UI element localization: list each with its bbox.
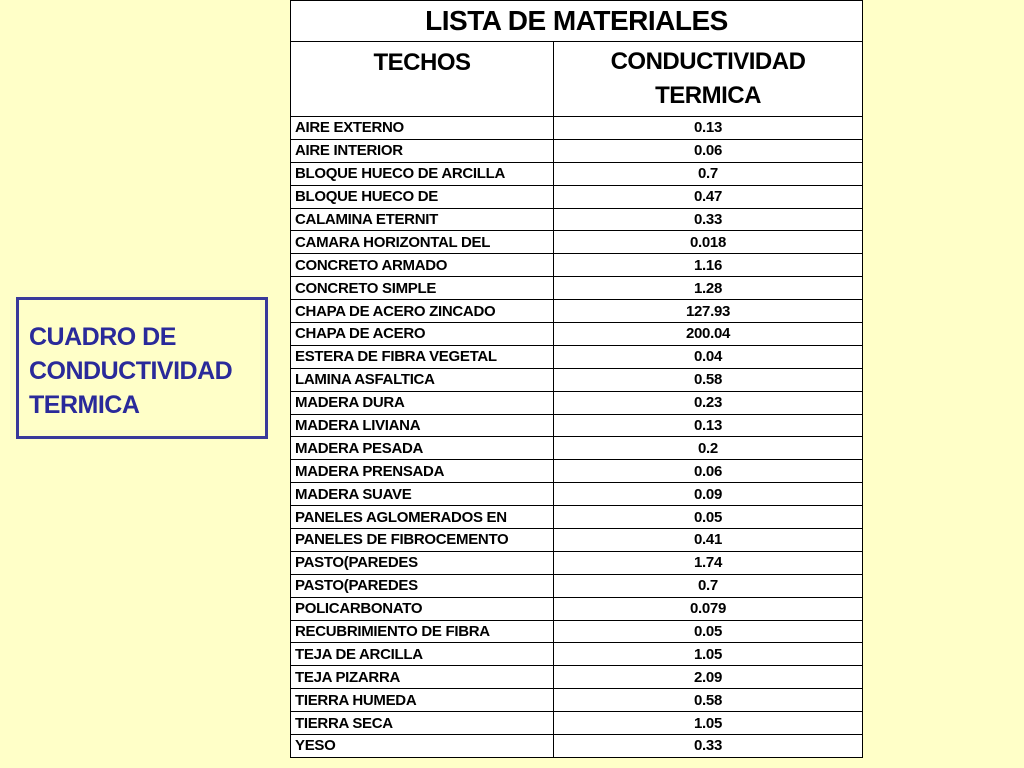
- conductivity-value-cell: 1.05: [554, 643, 863, 666]
- table-body: [291, 117, 863, 758]
- material-name-cell: PANELES DE FIBROCEMENTO: [291, 529, 554, 552]
- material-name-cell: POLICARBONATO: [291, 597, 554, 620]
- table-row: [291, 391, 863, 414]
- material-name-cell: MADERA DURA: [291, 391, 554, 414]
- conductivity-value-cell: 0.079: [554, 597, 863, 620]
- conductivity-value-cell: 0.47: [554, 185, 863, 208]
- conductivity-value-cell: 0.33: [554, 208, 863, 231]
- column-header-techos: TECHOS: [291, 42, 554, 117]
- conductivity-value-cell: 0.09: [554, 483, 863, 506]
- conductivity-value-cell: 1.28: [554, 277, 863, 300]
- table-row: [291, 162, 863, 185]
- table-row: [291, 208, 863, 231]
- table-row: [291, 185, 863, 208]
- table-row: [291, 529, 863, 552]
- conductivity-value-cell: 1.74: [554, 551, 863, 574]
- material-name-cell: PASTO(PAREDES: [291, 574, 554, 597]
- table-row: [291, 323, 863, 346]
- table-row: [291, 551, 863, 574]
- material-name-cell: PASTO(PAREDES: [291, 551, 554, 574]
- materials-table: [290, 0, 863, 758]
- conductivity-value-cell: 1.05: [554, 712, 863, 735]
- conductivity-value-cell: 0.58: [554, 689, 863, 712]
- table-row: [291, 254, 863, 277]
- table-row: [291, 506, 863, 529]
- conductivity-value-cell: 2.09: [554, 666, 863, 689]
- table-row: [291, 597, 863, 620]
- conductivity-value-cell: 0.018: [554, 231, 863, 254]
- material-name-cell: TIERRA HUMEDA: [291, 689, 554, 712]
- table-row: [291, 620, 863, 643]
- column-header-conductivity-line2: TERMICA: [655, 82, 761, 109]
- conductivity-value-cell: 0.06: [554, 139, 863, 162]
- table-row: [291, 437, 863, 460]
- material-name-cell: TIERRA SECA: [291, 712, 554, 735]
- material-name-cell: PANELES AGLOMERADOS EN: [291, 506, 554, 529]
- column-header-conductivity: [554, 42, 863, 117]
- conductivity-value-cell: 0.7: [554, 574, 863, 597]
- caption-line-1: CUADRO DE: [29, 323, 176, 351]
- caption-line-3: TERMICA: [29, 391, 140, 419]
- conductivity-value-cell: 127.93: [554, 300, 863, 323]
- material-name-cell: TEJA PIZARRA: [291, 666, 554, 689]
- material-name-cell: MADERA LIVIANA: [291, 414, 554, 437]
- material-name-cell: ESTERA DE FIBRA VEGETAL: [291, 345, 554, 368]
- table-row: [291, 300, 863, 323]
- conductivity-value-cell: 0.06: [554, 460, 863, 483]
- conductivity-value-cell: 200.04: [554, 323, 863, 346]
- conductivity-value-cell: 0.41: [554, 529, 863, 552]
- material-name-cell: BLOQUE HUECO DE: [291, 185, 554, 208]
- conductivity-value-cell: 0.58: [554, 368, 863, 391]
- table-title: LISTA DE MATERIALES: [291, 1, 863, 42]
- table-row: [291, 483, 863, 506]
- material-name-cell: TEJA DE ARCILLA: [291, 643, 554, 666]
- material-name-cell: CHAPA DE ACERO: [291, 323, 554, 346]
- table-row: [291, 345, 863, 368]
- table-row: [291, 277, 863, 300]
- table-row: [291, 139, 863, 162]
- conductivity-value-cell: 0.2: [554, 437, 863, 460]
- column-header-conductivity-line1: CONDUCTIVIDAD: [610, 48, 806, 75]
- conductivity-caption-box: [16, 297, 268, 439]
- table-row: [291, 574, 863, 597]
- table-row: [291, 117, 863, 140]
- material-name-cell: CHAPA DE ACERO ZINCADO: [291, 300, 554, 323]
- conductivity-value-cell: 0.04: [554, 345, 863, 368]
- material-name-cell: AIRE INTERIOR: [291, 139, 554, 162]
- conductivity-value-cell: 0.05: [554, 506, 863, 529]
- conductivity-value-cell: 0.13: [554, 414, 863, 437]
- material-name-cell: RECUBRIMIENTO DE FIBRA: [291, 620, 554, 643]
- table-row: [291, 689, 863, 712]
- conductivity-value-cell: 1.16: [554, 254, 863, 277]
- table-row: [291, 735, 863, 758]
- material-name-cell: MADERA PRENSADA: [291, 460, 554, 483]
- material-name-cell: CALAMINA ETERNIT: [291, 208, 554, 231]
- material-name-cell: BLOQUE HUECO DE ARCILLA: [291, 162, 554, 185]
- material-name-cell: MADERA SUAVE: [291, 483, 554, 506]
- table-row: [291, 460, 863, 483]
- material-name-cell: CONCRETO ARMADO: [291, 254, 554, 277]
- table-row: [291, 712, 863, 735]
- material-name-cell: YESO: [291, 735, 554, 758]
- caption-line-2: CONDUCTIVIDAD: [29, 357, 233, 385]
- material-name-cell: CAMARA HORIZONTAL DEL: [291, 231, 554, 254]
- table-row: [291, 666, 863, 689]
- table-row: [291, 231, 863, 254]
- table-row: [291, 368, 863, 391]
- conductivity-value-cell: 0.7: [554, 162, 863, 185]
- conductivity-value-cell: 0.05: [554, 620, 863, 643]
- conductivity-value-cell: 0.23: [554, 391, 863, 414]
- material-name-cell: MADERA PESADA: [291, 437, 554, 460]
- table-row: [291, 643, 863, 666]
- conductivity-value-cell: 0.33: [554, 735, 863, 758]
- conductivity-value-cell: 0.13: [554, 117, 863, 140]
- material-name-cell: AIRE EXTERNO: [291, 117, 554, 140]
- table-row: [291, 414, 863, 437]
- material-name-cell: LAMINA ASFALTICA: [291, 368, 554, 391]
- material-name-cell: CONCRETO SIMPLE: [291, 277, 554, 300]
